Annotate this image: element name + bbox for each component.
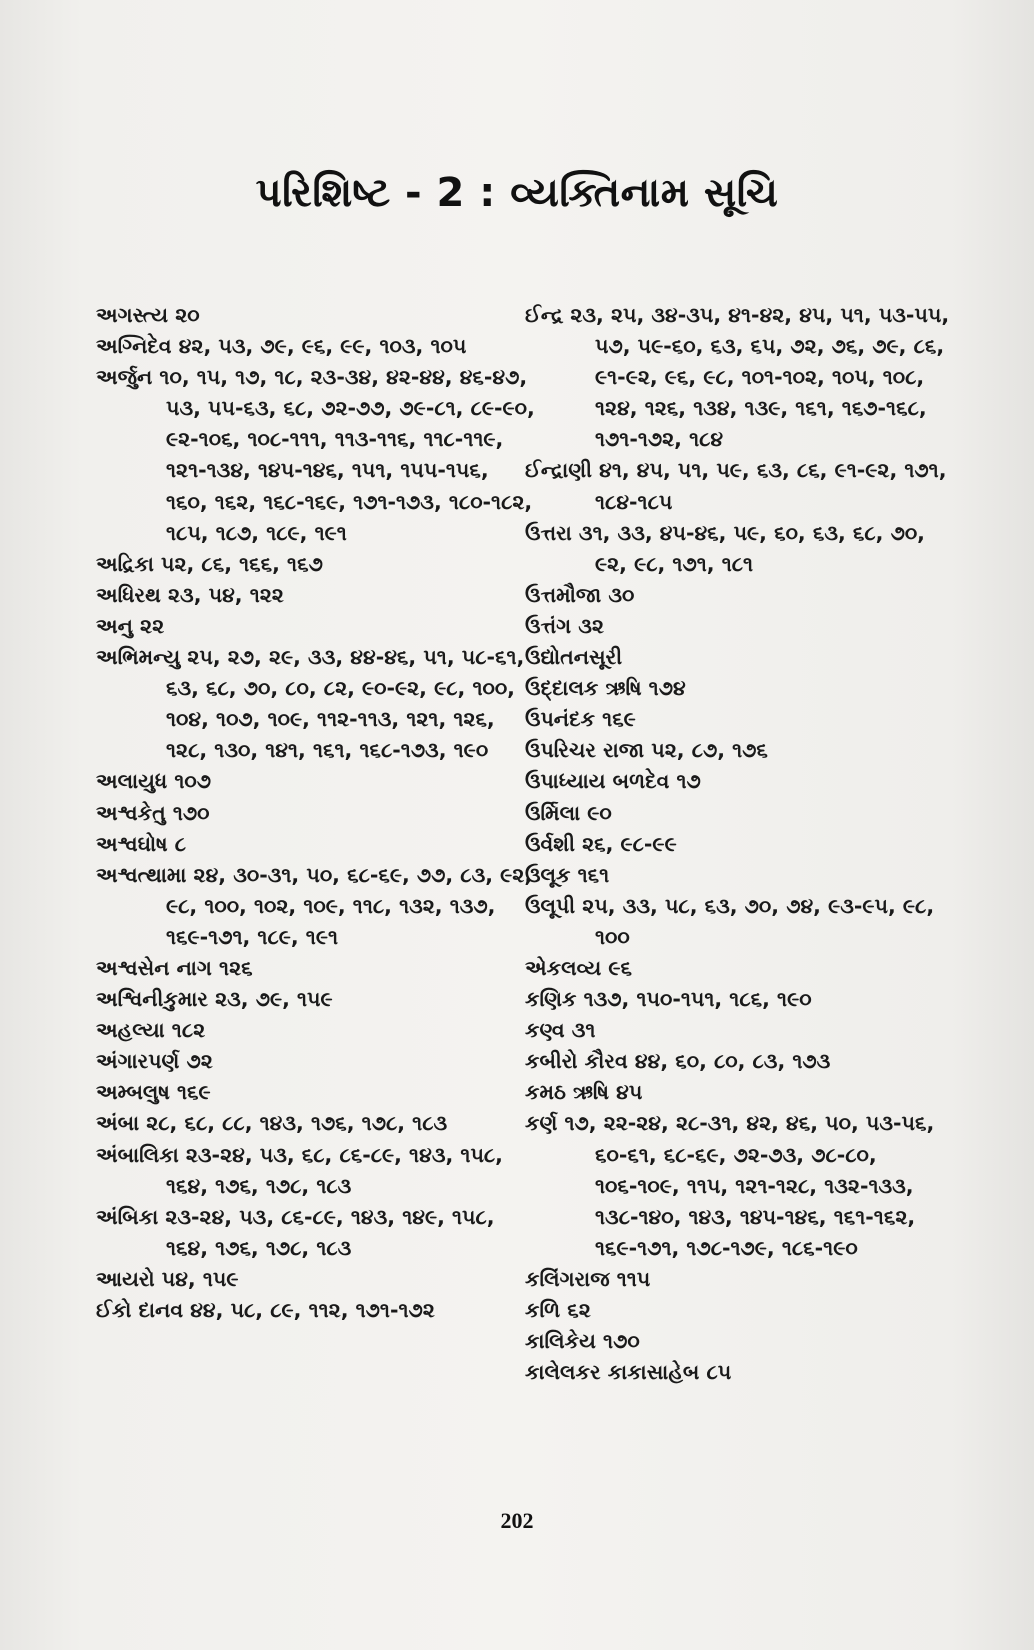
index-entry: અદ્રિકા ૫૨, ૮૬, ૧૬૬, ૧૬૭ xyxy=(96,551,323,576)
index-entry: કલિંગરાજ ૧૧૫ xyxy=(525,1266,651,1291)
index-entry: કણ્વ ૩૧ xyxy=(525,1018,596,1043)
index-entry: ઉત્તમૌજા ૩૦ xyxy=(525,582,635,607)
index-entry: કમઠ ઋષિ ૪૫ xyxy=(525,1080,643,1105)
index-entry: ઉલૂપી ૨૫, ૩૩, ૫૮, ૬૩, ૭૦, ૭૪, ૯૩-૯૫, ૯૮, ૧૦૦ xyxy=(525,893,935,949)
index-entry: ઉદ્દાલક ઋષિ ૧૭૪ xyxy=(525,676,686,701)
index-entry: ઉલૂક ૧૬૧ xyxy=(525,862,610,887)
index-entry: ઉર્મિલા ૯૦ xyxy=(525,800,612,825)
index-entry: અંબા ૨૮, ૬૮, ૮૮, ૧૪૩, ૧૭૬, ૧૭૮, ૧૮૩ xyxy=(96,1111,448,1136)
index-entry: ઉપાધ્યાય બળદેવ ૧૭ xyxy=(525,769,701,794)
index-entry: કાલિકેય ૧૭૦ xyxy=(525,1329,640,1354)
index-entry: અંગારપર્ણ ૭૨ xyxy=(96,1049,213,1074)
index-entry: અગ્નિદેવ ૪૨, ૫૩, ૭૯, ૯૬, ૯૯, ૧૦૩, ૧૦૫ xyxy=(96,334,467,359)
index-entry: અહલ્યા ૧૮૨ xyxy=(96,1018,206,1043)
index-entry: ઉદ્યોતનસૂરી xyxy=(525,645,623,670)
index-entry: અંબાલિકા ૨૩-૨૪, ૫૩, ૬૮, ૮૬-૮૯, ૧૪૩, ૧૫૮, ૧૬૪, ૧૭૬, ૧૭૮, ૧૮૩ xyxy=(96,1142,503,1198)
index-entry: અશ્વિનીકુમાર ૨૩, ૭૯, ૧૫૯ xyxy=(96,987,333,1012)
page-number: 202 xyxy=(500,1508,534,1533)
index-entry: અશ્વસેન નાગ ૧૨૬ xyxy=(96,955,253,980)
index-entry: અશ્વત્થામા ૨૪, ૩૦-૩૧, ૫૦, ૬૮-૬૯, ૭૭, ૮૩, ૯૨, ૯૮, ૧૦૦, ૧૦૨, ૧૦૯, ૧૧૮, ૧૩૨, ૧૩૭, ૧૬૯-૧૭૧, ૧૮૯, ૧૯૧ xyxy=(96,862,533,949)
index-entry: અંબિકા ૨૩-૨૪, ૫૩, ૮૬-૮૯, ૧૪૩, ૧૪૯, ૧૫૮, ૧૬૪, ૧૭૬, ૧૭૮, ૧૮૩ xyxy=(96,1204,495,1260)
index-entry: કણિક ૧૩૭, ૧૫૦-૧૫૧, ૧૮૬, ૧૯૦ xyxy=(525,987,812,1012)
page-title: પરિશિષ્ટ - 2 : વ્યક્તિનામ સૂચિ xyxy=(255,170,779,216)
index-entry: અશ્વકેતુ ૧૭૦ xyxy=(96,800,210,825)
index-entry: અભિમન્યુ ૨૫, ૨૭, ૨૯, ૩૩, ૪૪-૪૬, ૫૧, ૫૮-૬૧, ૬૩, ૬૮, ૭૦, ૮૦, ૮૨, ૯૦-૯૨, ૯૮, ૧૦૦, ૧૦૪, ૧૦૭, ૧૦૯, ૧૧૨-૧૧૩, ૧૨૧, ૧૨૬, ૧૨૮, ૧૩૦, ૧૪૧, ૧૬૧, ૧૬૮-૧૭૩, ૧૯૦ xyxy=(96,645,525,763)
index-entry: અનુ ૨૨ xyxy=(96,613,165,638)
index-entry: કર્ણ ૧૭, ૨૨-૨૪, ૨૮-૩૧, ૪૨, ૪૬, ૫૦, ૫૩-૫૬, ૬૦-૬૧, ૬૮-૬૯, ૭૨-૭૩, ૭૮-૮૦, ૧૦૬-૧૦૯, ૧૧૫, ૧૨૧-૧૨૮, ૧૩૨-૧૩૩, ૧૩૮-૧૪૦, ૧૪૩, ૧૪૫-૧૪૬, ૧૬૧-૧૬૨, ૧૬૯-૧૭૧, ૧૭૮-૧૭૯, ૧૮૬-૧૯૦ xyxy=(525,1111,935,1260)
index-entry: અશ્વઘોષ ૮ xyxy=(96,831,186,856)
index-entry: ઉત્તરા ૩૧, ૩૩, ૪૫-૪૬, ૫૯, ૬૦, ૬૩, ૬૮, ૭૦, ૯૨, ૯૮, ૧૭૧, ૧૮૧ xyxy=(525,520,925,576)
index-entry: અલાયુધ ૧૦૭ xyxy=(96,769,212,794)
index-entry: ઉપનંદક ૧૬૯ xyxy=(525,707,636,732)
index-entry: એકલવ્ય ૯૬ xyxy=(525,955,633,980)
index-entry: કબીરો કૌરવ ૪૪, ૬૦, ૮૦, ૮૩, ૧૭૩ xyxy=(525,1049,831,1074)
index-entry: કળિ ૬૨ xyxy=(525,1298,591,1322)
index-entry: અર્જુન ૧૦, ૧૫, ૧૭, ૧૮, ૨૩-૩૪, ૪૨-૪૪, ૪૬-૪૭, ૫૩, ૫૫-૬૩, ૬૮, ૭૨-૭૭, ૭૯-૮૧, ૮૯-૯૦, ૯૨-૧૦૬, ૧૦૮-૧૧૧, ૧૧૩-૧૧૬, ૧૧૮-૧૧૯, ૧૨૧-૧૩૪, ૧૪૫-૧૪૬, ૧૫૧, ૧૫૫-૧૫૬, ૧૬૦, ૧૬૨, ૧૬૮-૧૬૯, ૧૭૧-૧૭૩, ૧૮૦-૧૮૨, ૧૮૫, ૧૮૭, ૧૮૯, ૧૯૧ xyxy=(96,365,535,545)
index-column-right xyxy=(525,300,955,1388)
index-entry: ઉપરિચર રાજા ૫૨, ૮૭, ૧૭૬ xyxy=(525,738,768,763)
index-column-left xyxy=(96,300,536,1326)
index-entry: ઈકો દાનવ ૪૪, ૫૮, ૮૯, ૧૧૨, ૧૭૧-૧૭૨ xyxy=(96,1298,435,1322)
index-entry: ઈન્દ્ર ૨૩, ૨૫, ૩૪-૩૫, ૪૧-૪૨, ૪૫, ૫૧, ૫૩-૫૫, ૫૭, ૫૯-૬૦, ૬૩, ૬૫, ૭૨, ૭૬, ૭૯, ૮૬, ૯૧-૯૨, ૯૬, ૯૮, ૧૦૧-૧૦૨, ૧૦૫, ૧૦૮, ૧૨૪, ૧૨૬, ૧૩૪, ૧૩૯, ૧૬૧, ૧૬૭-૧૬૮, ૧૭૧-૧૭૨, ૧૮૪ xyxy=(525,303,950,452)
index-entry: આયરો ૫૪, ૧૫૯ xyxy=(96,1266,239,1291)
index-entry: અધિરથ ૨૩, ૫૪, ૧૨૨ xyxy=(96,582,284,607)
index-entry: ઉત્તંગ ૩૨ xyxy=(525,613,604,638)
index-entry: અમ્બલુષ ૧૬૯ xyxy=(96,1080,211,1105)
index-entry: અગસ્ત્ય ૨૦ xyxy=(96,303,200,327)
index-entry: ઈન્દ્રાણી ૪૧, ૪૫, ૫૧, ૫૯, ૬૩, ૮૬, ૯૧-૯૨, ૧૭૧, ૧૮૪-૧૮૫ xyxy=(525,458,947,514)
index-entry: કાલેલકર કાકાસાહેબ ૮૫ xyxy=(525,1360,732,1385)
index-entry: ઉર્વશી ૨૬, ૯૮-૯૯ xyxy=(525,831,677,856)
